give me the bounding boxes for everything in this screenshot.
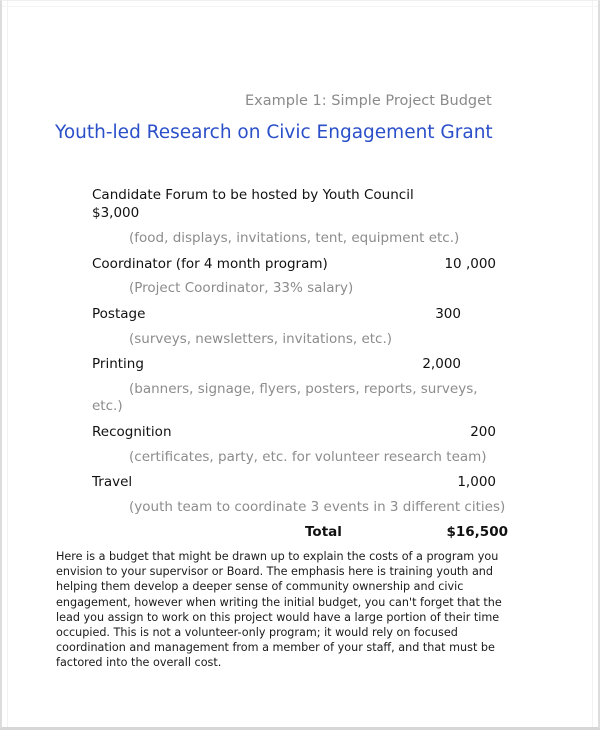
budget-item-amount: 2,000 (422, 356, 461, 372)
budget-item-note: (certificates, party, etc. for volunteer research team) (129, 449, 487, 465)
budget-item-note: (Project Coordinator, 33% salary) (129, 280, 354, 296)
budget-item-name: Travel (92, 474, 133, 490)
budget-item-amount: $3,000 (92, 205, 140, 221)
total-label: Total (305, 524, 342, 540)
budget-item-note: (food, displays, invitations, tent, equipment etc.) (129, 230, 460, 246)
page-margin-line (7, 1, 8, 727)
page-margin-line (2, 6, 598, 7)
budget-item-amount: 10 ,000 (444, 256, 496, 272)
total-amount: $16,500 (446, 524, 508, 540)
main-title: Youth-led Research on Civic Engagement Grant (55, 122, 493, 143)
budget-item-amount: 200 (470, 424, 496, 440)
example-title: Example 1: Simple Project Budget (245, 93, 492, 109)
budget-item-note: (youth team to coordinate 3 events in 3 different cities) (129, 499, 506, 515)
budget-item-amount: 1,000 (457, 474, 496, 490)
budget-item-name: Coordinator (for 4 month program) (92, 256, 328, 272)
budget-item-name: Recognition (92, 424, 172, 440)
budget-item-amount: 300 (435, 306, 461, 322)
budget-item-name: Printing (92, 356, 144, 372)
explanation-paragraph: Here is a budget that might be drawn up to explain the costs of a program you envision to your supervisor or Board. The emphasis here is training youth and helping them develop a deeper sense of community ownership and civic engagement, however when writing the initial budget, you can't forget that the lead you assign to work on this project would have a large portion of their time occupied. This is not a volunteer-only program; it would rely on focused coordination and management from a member of your staff, and that must be factored into the overall cost. (56, 550, 502, 670)
budget-item-note: etc.) (92, 398, 123, 414)
budget-item-name: Postage (92, 306, 146, 322)
budget-item-name: Candidate Forum to be hosted by Youth Council (92, 187, 414, 203)
page-margin-line (592, 1, 593, 727)
budget-item-note: (banners, signage, flyers, posters, reports, surveys, (129, 381, 478, 397)
budget-item-note: (surveys, newsletters, invitations, etc.) (129, 331, 393, 347)
